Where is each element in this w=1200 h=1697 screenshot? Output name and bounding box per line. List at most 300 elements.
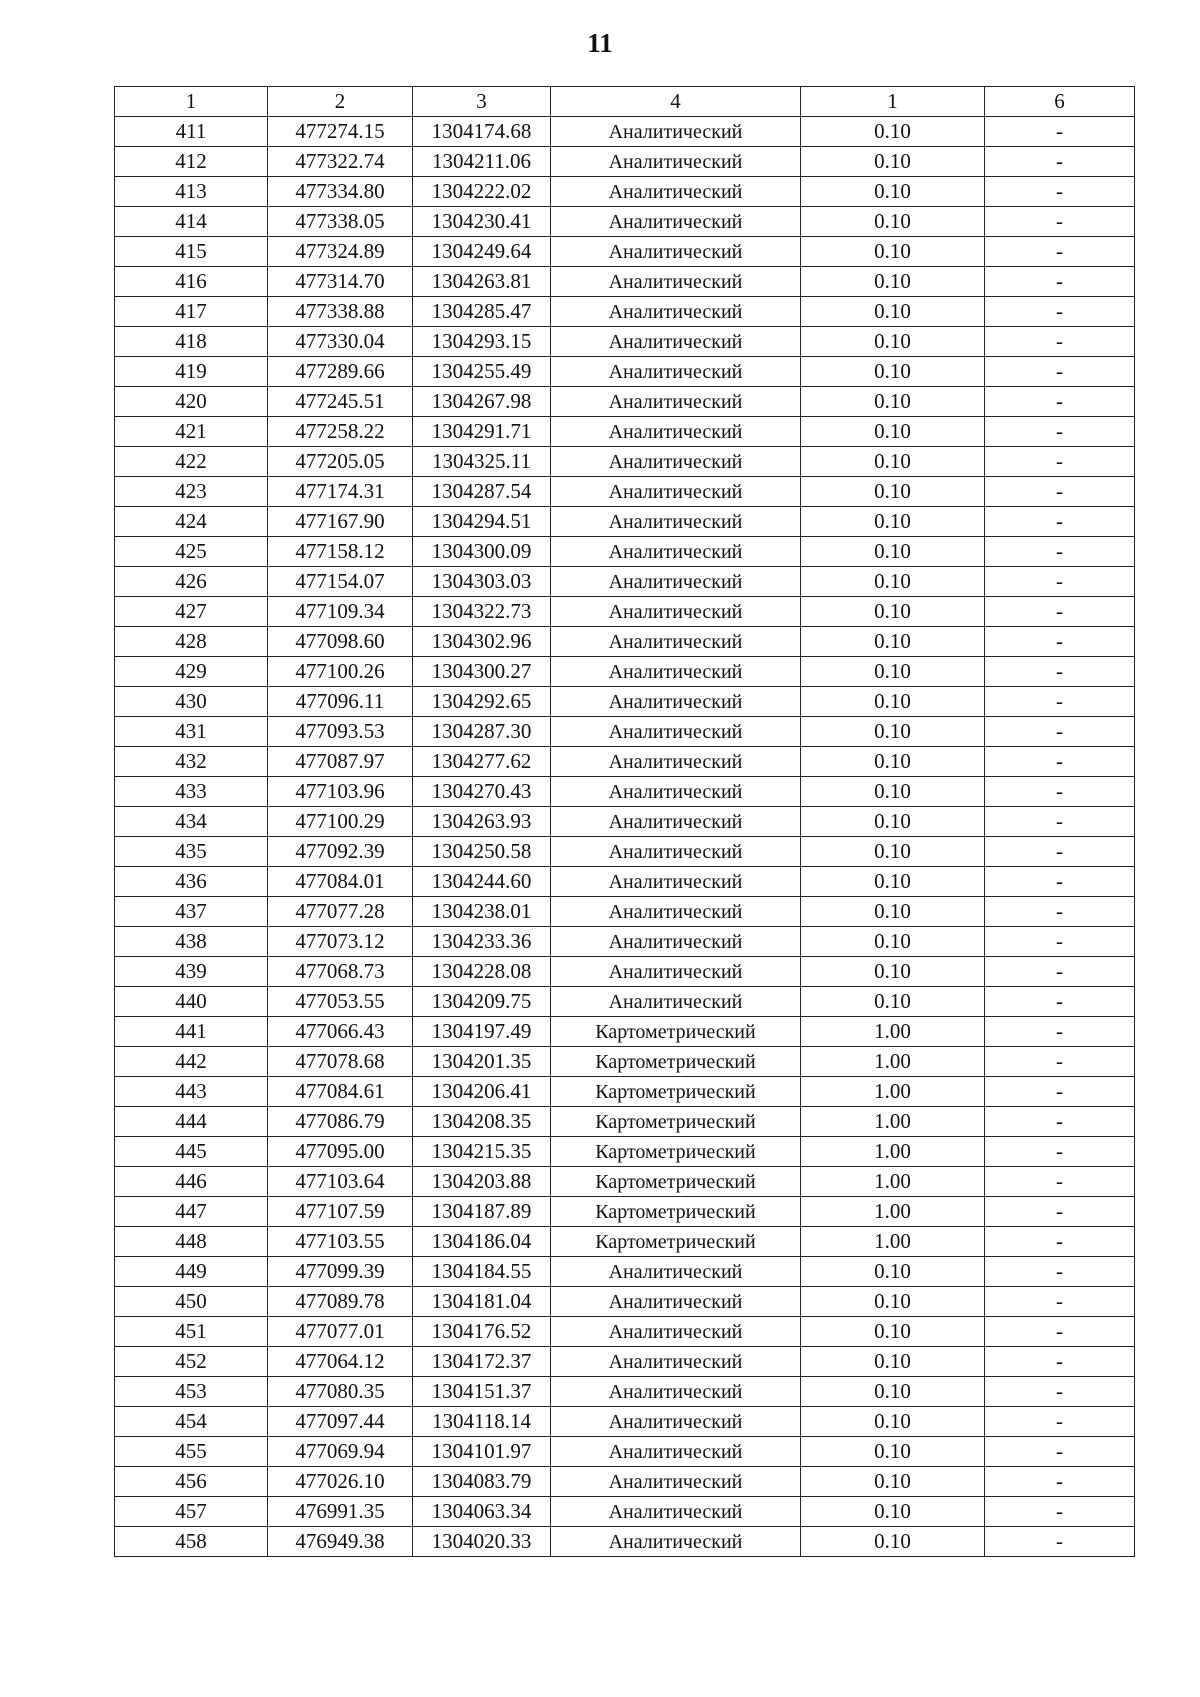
note-cell: - <box>985 1017 1135 1047</box>
note-cell: - <box>985 627 1135 657</box>
x-coordinate-cell: 477258.22 <box>268 417 413 447</box>
column-header: 1 <box>115 87 268 117</box>
method-cell: Аналитический <box>551 777 801 807</box>
note-cell: - <box>985 1287 1135 1317</box>
y-coordinate-cell: 1304186.04 <box>413 1227 551 1257</box>
table-row <box>115 687 1135 717</box>
method-cell: Аналитический <box>551 1497 801 1527</box>
y-coordinate-cell: 1304197.49 <box>413 1017 551 1047</box>
point-number-cell: 453 <box>115 1377 268 1407</box>
x-coordinate-cell: 477095.00 <box>268 1137 413 1167</box>
accuracy-cell: 0.10 <box>801 627 985 657</box>
accuracy-cell: 0.10 <box>801 867 985 897</box>
table-row <box>115 237 1135 267</box>
x-coordinate-cell: 476991.35 <box>268 1497 413 1527</box>
note-cell: - <box>985 1437 1135 1467</box>
accuracy-cell: 0.10 <box>801 777 985 807</box>
note-cell: - <box>985 1047 1135 1077</box>
accuracy-cell: 0.10 <box>801 507 985 537</box>
accuracy-cell: 1.00 <box>801 1077 985 1107</box>
note-cell: - <box>985 597 1135 627</box>
x-coordinate-cell: 477100.26 <box>268 657 413 687</box>
point-number-cell: 420 <box>115 387 268 417</box>
x-coordinate-cell: 477154.07 <box>268 567 413 597</box>
x-coordinate-cell: 477338.05 <box>268 207 413 237</box>
x-coordinate-cell: 477274.15 <box>268 117 413 147</box>
point-number-cell: 456 <box>115 1467 268 1497</box>
accuracy-cell: 0.10 <box>801 207 985 237</box>
x-coordinate-cell: 477068.73 <box>268 957 413 987</box>
method-cell: Картометрический <box>551 1107 801 1137</box>
point-number-cell: 437 <box>115 897 268 927</box>
accuracy-cell: 0.10 <box>801 897 985 927</box>
y-coordinate-cell: 1304118.14 <box>413 1407 551 1437</box>
table-row <box>115 807 1135 837</box>
y-coordinate-cell: 1304187.89 <box>413 1197 551 1227</box>
point-number-cell: 454 <box>115 1407 268 1437</box>
y-coordinate-cell: 1304176.52 <box>413 1317 551 1347</box>
y-coordinate-cell: 1304172.37 <box>413 1347 551 1377</box>
note-cell: - <box>985 1197 1135 1227</box>
method-cell: Картометрический <box>551 1227 801 1257</box>
y-coordinate-cell: 1304255.49 <box>413 357 551 387</box>
y-coordinate-cell: 1304300.27 <box>413 657 551 687</box>
accuracy-cell: 0.10 <box>801 1497 985 1527</box>
y-coordinate-cell: 1304151.37 <box>413 1377 551 1407</box>
point-number-cell: 413 <box>115 177 268 207</box>
point-number-cell: 423 <box>115 477 268 507</box>
column-header: 6 <box>985 87 1135 117</box>
method-cell: Картометрический <box>551 1077 801 1107</box>
point-number-cell: 422 <box>115 447 268 477</box>
note-cell: - <box>985 1407 1135 1437</box>
y-coordinate-cell: 1304285.47 <box>413 297 551 327</box>
accuracy-cell: 1.00 <box>801 1017 985 1047</box>
method-cell: Картометрический <box>551 1047 801 1077</box>
table-row <box>115 657 1135 687</box>
x-coordinate-cell: 477093.53 <box>268 717 413 747</box>
note-cell: - <box>985 447 1135 477</box>
table-row <box>115 1347 1135 1377</box>
accuracy-cell: 0.10 <box>801 1257 985 1287</box>
note-cell: - <box>985 477 1135 507</box>
x-coordinate-cell: 477158.12 <box>268 537 413 567</box>
x-coordinate-cell: 477084.61 <box>268 1077 413 1107</box>
x-coordinate-cell: 477109.34 <box>268 597 413 627</box>
note-cell: - <box>985 357 1135 387</box>
y-coordinate-cell: 1304184.55 <box>413 1257 551 1287</box>
x-coordinate-cell: 477314.70 <box>268 267 413 297</box>
method-cell: Аналитический <box>551 1347 801 1377</box>
note-cell: - <box>985 957 1135 987</box>
accuracy-cell: 0.10 <box>801 1287 985 1317</box>
y-coordinate-cell: 1304270.43 <box>413 777 551 807</box>
note-cell: - <box>985 1527 1135 1557</box>
accuracy-cell: 0.10 <box>801 447 985 477</box>
note-cell: - <box>985 747 1135 777</box>
method-cell: Аналитический <box>551 1467 801 1497</box>
accuracy-cell: 0.10 <box>801 417 985 447</box>
table-row <box>115 897 1135 927</box>
y-coordinate-cell: 1304083.79 <box>413 1467 551 1497</box>
table-row <box>115 1377 1135 1407</box>
note-cell: - <box>985 837 1135 867</box>
coordinates-table <box>114 86 1135 1557</box>
x-coordinate-cell: 477174.31 <box>268 477 413 507</box>
point-number-cell: 431 <box>115 717 268 747</box>
method-cell: Аналитический <box>551 897 801 927</box>
x-coordinate-cell: 477098.60 <box>268 627 413 657</box>
method-cell: Аналитический <box>551 1407 801 1437</box>
table-row <box>115 747 1135 777</box>
accuracy-cell: 1.00 <box>801 1107 985 1137</box>
point-number-cell: 444 <box>115 1107 268 1137</box>
table-row <box>115 1437 1135 1467</box>
accuracy-cell: 0.10 <box>801 987 985 1017</box>
accuracy-cell: 0.10 <box>801 837 985 867</box>
method-cell: Картометрический <box>551 1197 801 1227</box>
x-coordinate-cell: 477330.04 <box>268 327 413 357</box>
accuracy-cell: 1.00 <box>801 1197 985 1227</box>
note-cell: - <box>985 1377 1135 1407</box>
method-cell: Аналитический <box>551 1317 801 1347</box>
y-coordinate-cell: 1304325.11 <box>413 447 551 477</box>
note-cell: - <box>985 507 1135 537</box>
note-cell: - <box>985 927 1135 957</box>
method-cell: Аналитический <box>551 1257 801 1287</box>
point-number-cell: 452 <box>115 1347 268 1377</box>
x-coordinate-cell: 477078.68 <box>268 1047 413 1077</box>
method-cell: Аналитический <box>551 447 801 477</box>
point-number-cell: 438 <box>115 927 268 957</box>
method-cell: Аналитический <box>551 237 801 267</box>
method-cell: Аналитический <box>551 297 801 327</box>
method-cell: Аналитический <box>551 597 801 627</box>
method-cell: Аналитический <box>551 627 801 657</box>
accuracy-cell: 0.10 <box>801 657 985 687</box>
table-body <box>115 117 1135 1557</box>
y-coordinate-cell: 1304303.03 <box>413 567 551 597</box>
y-coordinate-cell: 1304181.04 <box>413 1287 551 1317</box>
method-cell: Аналитический <box>551 537 801 567</box>
accuracy-cell: 0.10 <box>801 117 985 147</box>
note-cell: - <box>985 1317 1135 1347</box>
y-coordinate-cell: 1304063.34 <box>413 1497 551 1527</box>
y-coordinate-cell: 1304293.15 <box>413 327 551 357</box>
note-cell: - <box>985 867 1135 897</box>
note-cell: - <box>985 237 1135 267</box>
table-row <box>115 147 1135 177</box>
note-cell: - <box>985 267 1135 297</box>
table-row <box>115 537 1135 567</box>
x-coordinate-cell: 477086.79 <box>268 1107 413 1137</box>
note-cell: - <box>985 1347 1135 1377</box>
accuracy-cell: 0.10 <box>801 1407 985 1437</box>
table-row <box>115 1047 1135 1077</box>
point-number-cell: 418 <box>115 327 268 357</box>
method-cell: Аналитический <box>551 957 801 987</box>
method-cell: Аналитический <box>551 357 801 387</box>
accuracy-cell: 0.10 <box>801 1527 985 1557</box>
page-number: 11 <box>587 28 613 58</box>
x-coordinate-cell: 477077.01 <box>268 1317 413 1347</box>
x-coordinate-cell: 477289.66 <box>268 357 413 387</box>
point-number-cell: 441 <box>115 1017 268 1047</box>
x-coordinate-cell: 477084.01 <box>268 867 413 897</box>
point-number-cell: 428 <box>115 627 268 657</box>
table-row <box>115 387 1135 417</box>
x-coordinate-cell: 477089.78 <box>268 1287 413 1317</box>
y-coordinate-cell: 1304294.51 <box>413 507 551 537</box>
y-coordinate-cell: 1304277.62 <box>413 747 551 777</box>
point-number-cell: 434 <box>115 807 268 837</box>
point-number-cell: 458 <box>115 1527 268 1557</box>
point-number-cell: 439 <box>115 957 268 987</box>
method-cell: Аналитический <box>551 417 801 447</box>
column-header: 1 <box>801 87 985 117</box>
x-coordinate-cell: 477092.39 <box>268 837 413 867</box>
point-number-cell: 419 <box>115 357 268 387</box>
y-coordinate-cell: 1304322.73 <box>413 597 551 627</box>
y-coordinate-cell: 1304267.98 <box>413 387 551 417</box>
accuracy-cell: 0.10 <box>801 1437 985 1467</box>
note-cell: - <box>985 147 1135 177</box>
y-coordinate-cell: 1304228.08 <box>413 957 551 987</box>
y-coordinate-cell: 1304238.01 <box>413 897 551 927</box>
accuracy-cell: 0.10 <box>801 1347 985 1377</box>
accuracy-cell: 0.10 <box>801 597 985 627</box>
x-coordinate-cell: 477097.44 <box>268 1407 413 1437</box>
point-number-cell: 416 <box>115 267 268 297</box>
column-header: 2 <box>268 87 413 117</box>
method-cell: Аналитический <box>551 477 801 507</box>
table-row <box>115 117 1135 147</box>
table-row <box>115 627 1135 657</box>
y-coordinate-cell: 1304244.60 <box>413 867 551 897</box>
y-coordinate-cell: 1304287.30 <box>413 717 551 747</box>
note-cell: - <box>985 567 1135 597</box>
table-row <box>115 597 1135 627</box>
method-cell: Аналитический <box>551 177 801 207</box>
note-cell: - <box>985 327 1135 357</box>
point-number-cell: 430 <box>115 687 268 717</box>
x-coordinate-cell: 477322.74 <box>268 147 413 177</box>
method-cell: Аналитический <box>551 567 801 597</box>
x-coordinate-cell: 477096.11 <box>268 687 413 717</box>
accuracy-cell: 0.10 <box>801 477 985 507</box>
x-coordinate-cell: 477080.35 <box>268 1377 413 1407</box>
table-header-row <box>115 87 1135 117</box>
accuracy-cell: 1.00 <box>801 1227 985 1257</box>
method-cell: Аналитический <box>551 927 801 957</box>
accuracy-cell: 0.10 <box>801 387 985 417</box>
table-row <box>115 987 1135 1017</box>
x-coordinate-cell: 477103.55 <box>268 1227 413 1257</box>
note-cell: - <box>985 1137 1135 1167</box>
method-cell: Аналитический <box>551 867 801 897</box>
method-cell: Аналитический <box>551 387 801 417</box>
method-cell: Аналитический <box>551 207 801 237</box>
column-header: 4 <box>551 87 801 117</box>
y-coordinate-cell: 1304263.93 <box>413 807 551 837</box>
table-row <box>115 777 1135 807</box>
y-coordinate-cell: 1304291.71 <box>413 417 551 447</box>
method-cell: Аналитический <box>551 117 801 147</box>
table-row <box>115 927 1135 957</box>
table-row <box>115 867 1135 897</box>
method-cell: Аналитический <box>551 1287 801 1317</box>
note-cell: - <box>985 1077 1135 1107</box>
method-cell: Аналитический <box>551 837 801 867</box>
point-number-cell: 436 <box>115 867 268 897</box>
table-row <box>115 1167 1135 1197</box>
note-cell: - <box>985 537 1135 567</box>
x-coordinate-cell: 477245.51 <box>268 387 413 417</box>
table-row <box>115 717 1135 747</box>
method-cell: Аналитический <box>551 147 801 177</box>
y-coordinate-cell: 1304174.68 <box>413 117 551 147</box>
point-number-cell: 448 <box>115 1227 268 1257</box>
x-coordinate-cell: 477205.05 <box>268 447 413 477</box>
table-row <box>115 1407 1135 1437</box>
note-cell: - <box>985 657 1135 687</box>
y-coordinate-cell: 1304101.97 <box>413 1437 551 1467</box>
accuracy-cell: 0.10 <box>801 1467 985 1497</box>
point-number-cell: 450 <box>115 1287 268 1317</box>
point-number-cell: 451 <box>115 1317 268 1347</box>
x-coordinate-cell: 477324.89 <box>268 237 413 267</box>
point-number-cell: 446 <box>115 1167 268 1197</box>
method-cell: Картометрический <box>551 1167 801 1197</box>
table-row <box>115 1017 1135 1047</box>
note-cell: - <box>985 687 1135 717</box>
accuracy-cell: 0.10 <box>801 747 985 777</box>
note-cell: - <box>985 1467 1135 1497</box>
table-row <box>115 507 1135 537</box>
point-number-cell: 433 <box>115 777 268 807</box>
method-cell: Аналитический <box>551 507 801 537</box>
note-cell: - <box>985 987 1135 1017</box>
point-number-cell: 440 <box>115 987 268 1017</box>
point-number-cell: 447 <box>115 1197 268 1227</box>
table-row <box>115 1467 1135 1497</box>
note-cell: - <box>985 1107 1135 1137</box>
table-row <box>115 417 1135 447</box>
table-row <box>115 207 1135 237</box>
accuracy-cell: 0.10 <box>801 957 985 987</box>
table-row <box>115 357 1135 387</box>
table-row <box>115 1077 1135 1107</box>
table-row <box>115 1107 1135 1137</box>
y-coordinate-cell: 1304215.35 <box>413 1137 551 1167</box>
x-coordinate-cell: 477107.59 <box>268 1197 413 1227</box>
method-cell: Аналитический <box>551 987 801 1017</box>
table-row <box>115 267 1135 297</box>
x-coordinate-cell: 477064.12 <box>268 1347 413 1377</box>
method-cell: Картометрический <box>551 1137 801 1167</box>
y-coordinate-cell: 1304230.41 <box>413 207 551 237</box>
accuracy-cell: 0.10 <box>801 327 985 357</box>
y-coordinate-cell: 1304201.35 <box>413 1047 551 1077</box>
point-number-cell: 427 <box>115 597 268 627</box>
note-cell: - <box>985 1167 1135 1197</box>
table-row <box>115 1227 1135 1257</box>
accuracy-cell: 0.10 <box>801 567 985 597</box>
method-cell: Аналитический <box>551 1527 801 1557</box>
table-row <box>115 177 1135 207</box>
table-row <box>115 477 1135 507</box>
x-coordinate-cell: 477053.55 <box>268 987 413 1017</box>
y-coordinate-cell: 1304209.75 <box>413 987 551 1017</box>
accuracy-cell: 0.10 <box>801 357 985 387</box>
point-number-cell: 442 <box>115 1047 268 1077</box>
method-cell: Аналитический <box>551 687 801 717</box>
table-row <box>115 1527 1135 1557</box>
point-number-cell: 435 <box>115 837 268 867</box>
table-row <box>115 1137 1135 1167</box>
y-coordinate-cell: 1304300.09 <box>413 537 551 567</box>
note-cell: - <box>985 117 1135 147</box>
method-cell: Аналитический <box>551 327 801 357</box>
note-cell: - <box>985 177 1135 207</box>
accuracy-cell: 0.10 <box>801 687 985 717</box>
point-number-cell: 415 <box>115 237 268 267</box>
point-number-cell: 432 <box>115 747 268 777</box>
y-coordinate-cell: 1304249.64 <box>413 237 551 267</box>
x-coordinate-cell: 477073.12 <box>268 927 413 957</box>
note-cell: - <box>985 777 1135 807</box>
note-cell: - <box>985 1497 1135 1527</box>
note-cell: - <box>985 807 1135 837</box>
accuracy-cell: 0.10 <box>801 537 985 567</box>
accuracy-cell: 0.10 <box>801 717 985 747</box>
accuracy-cell: 1.00 <box>801 1047 985 1077</box>
x-coordinate-cell: 477077.28 <box>268 897 413 927</box>
y-coordinate-cell: 1304302.96 <box>413 627 551 657</box>
y-coordinate-cell: 1304263.81 <box>413 267 551 297</box>
point-number-cell: 412 <box>115 147 268 177</box>
x-coordinate-cell: 477103.96 <box>268 777 413 807</box>
method-cell: Картометрический <box>551 1017 801 1047</box>
note-cell: - <box>985 417 1135 447</box>
point-number-cell: 421 <box>115 417 268 447</box>
point-number-cell: 417 <box>115 297 268 327</box>
method-cell: Аналитический <box>551 717 801 747</box>
point-number-cell: 455 <box>115 1437 268 1467</box>
accuracy-cell: 0.10 <box>801 927 985 957</box>
table-row <box>115 1317 1135 1347</box>
accuracy-cell: 1.00 <box>801 1137 985 1167</box>
note-cell: - <box>985 717 1135 747</box>
point-number-cell: 424 <box>115 507 268 537</box>
y-coordinate-cell: 1304287.54 <box>413 477 551 507</box>
x-coordinate-cell: 476949.38 <box>268 1527 413 1557</box>
x-coordinate-cell: 477338.88 <box>268 297 413 327</box>
accuracy-cell: 0.10 <box>801 1317 985 1347</box>
note-cell: - <box>985 207 1135 237</box>
method-cell: Аналитический <box>551 1377 801 1407</box>
point-number-cell: 429 <box>115 657 268 687</box>
x-coordinate-cell: 477099.39 <box>268 1257 413 1287</box>
point-number-cell: 426 <box>115 567 268 597</box>
x-coordinate-cell: 477103.64 <box>268 1167 413 1197</box>
accuracy-cell: 0.10 <box>801 267 985 297</box>
method-cell: Аналитический <box>551 267 801 297</box>
y-coordinate-cell: 1304206.41 <box>413 1077 551 1107</box>
table-row <box>115 327 1135 357</box>
note-cell: - <box>985 297 1135 327</box>
accuracy-cell: 0.10 <box>801 297 985 327</box>
